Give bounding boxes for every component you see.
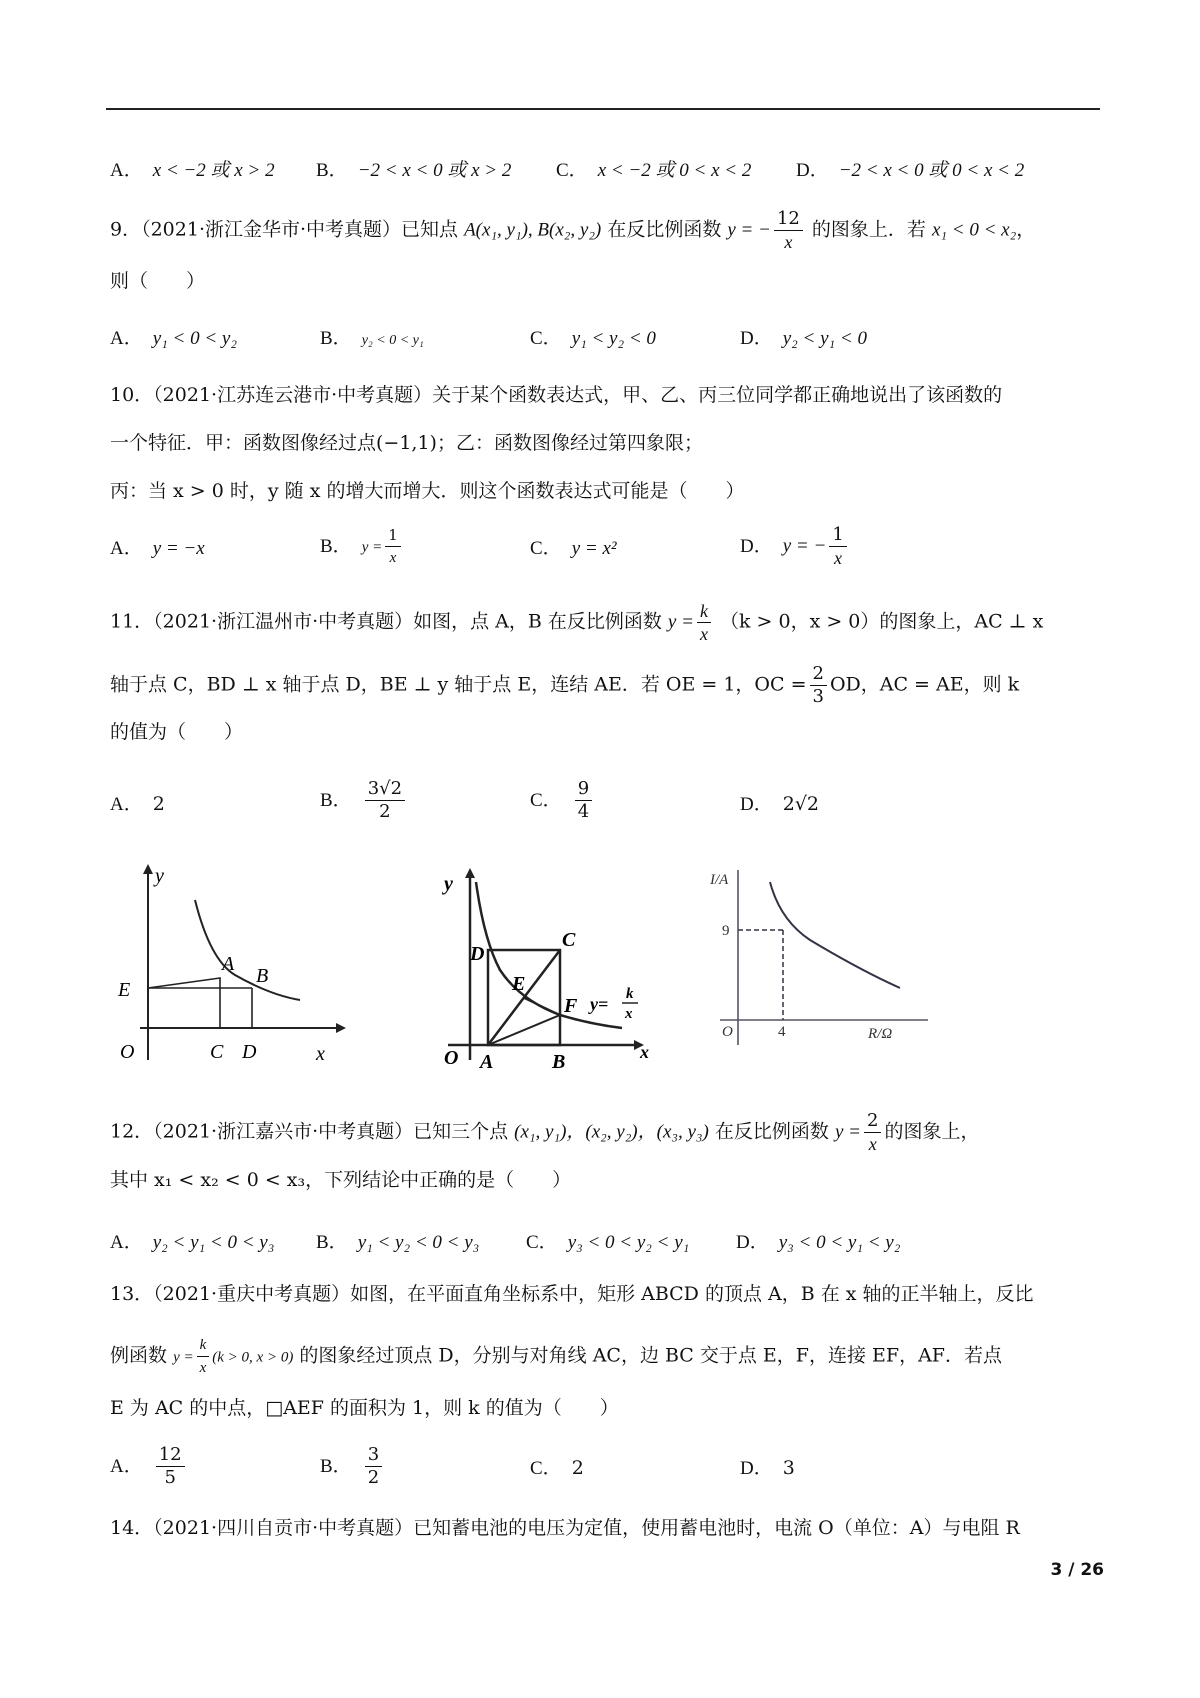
q11-stem-line1: 11．（2021·浙江温州市·中考真题）如图，点 A，B 在反比例函数 y = $\frac{k}{x}$ （k > 0，x > 0）的图象上，AC ⊥ x <box>110 601 1044 644</box>
fig1-label-a: A <box>222 953 235 975</box>
fig2-label-f: F <box>564 995 578 1017</box>
fig1-label-b: B <box>256 965 269 987</box>
fig2-label-x: x <box>640 1042 649 1062</box>
fig2-label-e: E <box>512 973 526 995</box>
fig2-label-c: C <box>562 929 576 951</box>
q8-option-d[interactable]: D． −2 < x < 0 或 0 < x < 2 <box>796 160 1025 181</box>
q14-stem-line1: 14．（2021·四川自贡市·中考真题）已知蓄电池的电压为定值，使用蓄电池时，电流 O（单位：A）与电阻 R <box>110 1517 1020 1539</box>
q11-option-a[interactable]: A． 2 <box>110 793 165 815</box>
q8-option-b[interactable]: B． −2 < x < 0 或 x > 2 <box>316 160 512 181</box>
fig1-x-arrow <box>336 1023 346 1033</box>
q10-stem-line1: 10．（2021·江苏连云港市·中考真题）关于某个函数表达式，甲、乙、丙三位同学都正确地说出了该函数的 <box>110 384 1003 406</box>
q9-fraction: $\frac{12}{x}$ <box>774 208 803 253</box>
q9-option-c[interactable]: C． y₁ < y₂ < 0 <box>530 328 656 349</box>
q12-option-b[interactable]: B． y₁ < y₂ < 0 < y₃ <box>316 1232 480 1253</box>
q13-stem-line3: E 为 AC 的中点，□AEF 的面积为 1，则 k 的值为（ ） <box>110 1397 619 1419</box>
fig3-label-ylabel: I/A <box>710 872 729 888</box>
fig3-tick-y: 9 <box>722 923 730 939</box>
q13-stem-line2: 例函数 y = $\frac{k}{x}$ (k > 0, x > 0) 的图象经过顶点 D，分别与对角线 AC，边 BC 交于点 E，F，连接 EF，AF．若点 <box>110 1334 1002 1379</box>
fig1-label-e: E <box>118 979 131 1001</box>
q10-option-a[interactable]: A． y = −x <box>110 538 205 559</box>
q11-option-d[interactable]: D． 2√2 <box>740 793 820 815</box>
fig2-label-y: y <box>444 873 453 895</box>
fig1-curve <box>195 900 300 1000</box>
q11-option-c[interactable]: C． $\frac{9}{4}$ <box>530 778 595 823</box>
fig1-label-o: O <box>120 1041 135 1063</box>
q9-option-b[interactable]: B． y₂ < 0 < y₁ <box>320 328 424 349</box>
fig1-segments-ea-ac <box>148 978 220 1028</box>
q10-stem-line2: 一个特征．甲：函数图像经过点(−1,1)；乙：函数图像经过第四象限； <box>110 432 703 454</box>
q13-option-d[interactable]: D． 3 <box>740 1457 795 1479</box>
q11-stem-line3: 的值为（ ） <box>110 721 244 743</box>
fig2-label-b: B <box>552 1051 566 1073</box>
page-number: 3 / 26 <box>1050 1560 1104 1580</box>
q12-option-a[interactable]: A． y₂ < y₁ < 0 < y₃ <box>110 1232 275 1253</box>
q10-option-d[interactable]: D． y = − $\frac{1}{x}$ <box>740 524 850 569</box>
q13-option-b[interactable]: B． $\frac{3}{2}$ <box>320 1444 385 1489</box>
q8-option-a[interactable]: A． x < −2 或 x > 2 <box>110 160 275 181</box>
q11-stem-line2: 轴于点 C，BD ⊥ x 轴于点 D，BE ⊥ y 轴于点 E，连结 AE．若 OE = 1，OC = $\frac{2}{3}$ OD，AC = AE，则 k <box>110 663 1020 707</box>
q12-stem-line2: 其中 x₁ < x₂ < 0 < x₃，下列结论中正确的是（ ） <box>110 1169 572 1191</box>
fig2-curve-label-den: x <box>625 1006 633 1022</box>
q12-option-d[interactable]: D． y₃ < 0 < y₁ < y₂ <box>736 1232 901 1253</box>
q9-stem-line1: 9．（2021·浙江金华市·中考真题）已知点 A(x₁, y₁), B(x₂, y₂) 在反比例函数 y = − $\frac{12}{x}$ 的图象上．若 x₁ < 0 < x₂， <box>110 208 1036 252</box>
fig3-tick-x: 4 <box>778 1024 786 1040</box>
fig1-label-d: D <box>242 1041 257 1063</box>
q9-option-a[interactable]: A． y₁ < 0 < y₂ <box>110 328 237 349</box>
fig2-label-d: D <box>470 943 485 965</box>
fig1-label-x: x <box>316 1043 325 1065</box>
fig2-y-arrow <box>465 868 475 878</box>
q12-option-c[interactable]: C． y₃ < 0 < y₂ < y₁ <box>526 1232 690 1253</box>
q11-option-b[interactable]: B． $\frac{3√2}{2}$ <box>320 778 408 823</box>
q10-option-b[interactable]: B． y = $\frac{1}{x}$ <box>320 524 404 569</box>
fig2-curve-label: y= <box>590 994 609 1014</box>
fig3-label-xlabel: R/Ω <box>868 1026 893 1042</box>
fig2-curve-label-num: k <box>626 986 634 1002</box>
q13-stem-line1: 13．（2021·重庆中考真题）如图，在平面直角坐标系中，矩形 ABCD 的顶点 A，B 在 x 轴的正半轴上，反比 <box>110 1283 1034 1305</box>
q9-stem-line2: 则（ ） <box>110 270 206 292</box>
figure-q11 <box>100 860 350 1070</box>
fig3-curve <box>770 882 900 988</box>
fig1-y-arrow <box>143 864 153 874</box>
q9-option-d[interactable]: D． y₂ < y₁ < 0 <box>740 328 867 349</box>
fig1-label-c: C <box>210 1041 224 1063</box>
figure-q14 <box>700 860 940 1050</box>
figure-q13 <box>440 860 660 1080</box>
q13-option-c[interactable]: C． 2 <box>530 1457 584 1479</box>
fig1-label-y: y <box>155 865 164 887</box>
q10-option-c[interactable]: C． y = x² <box>530 538 617 559</box>
header-rule <box>106 108 1100 110</box>
q12-stem-line1: 12．（2021·浙江嘉兴市·中考真题）已知三个点 (x₁, y₁)，(x₂, y₂)，(x₃, y₃) 在反比例函数 y = $\frac{2}{x}$ 的图象上， <box>110 1110 980 1154</box>
fig3-label-o: O <box>722 1024 733 1040</box>
q8-option-c[interactable]: C． x < −2 或 0 < x < 2 <box>556 160 752 181</box>
fig2-label-a: A <box>480 1051 494 1073</box>
q13-option-a[interactable]: A． $\frac{12}{5}$ <box>110 1444 188 1489</box>
q10-stem-line3: 丙：当 x > 0 时，y 随 x 的增大而增大．则这个函数表达式可能是（ ） <box>110 480 745 502</box>
fig2-label-o: O <box>444 1047 459 1069</box>
